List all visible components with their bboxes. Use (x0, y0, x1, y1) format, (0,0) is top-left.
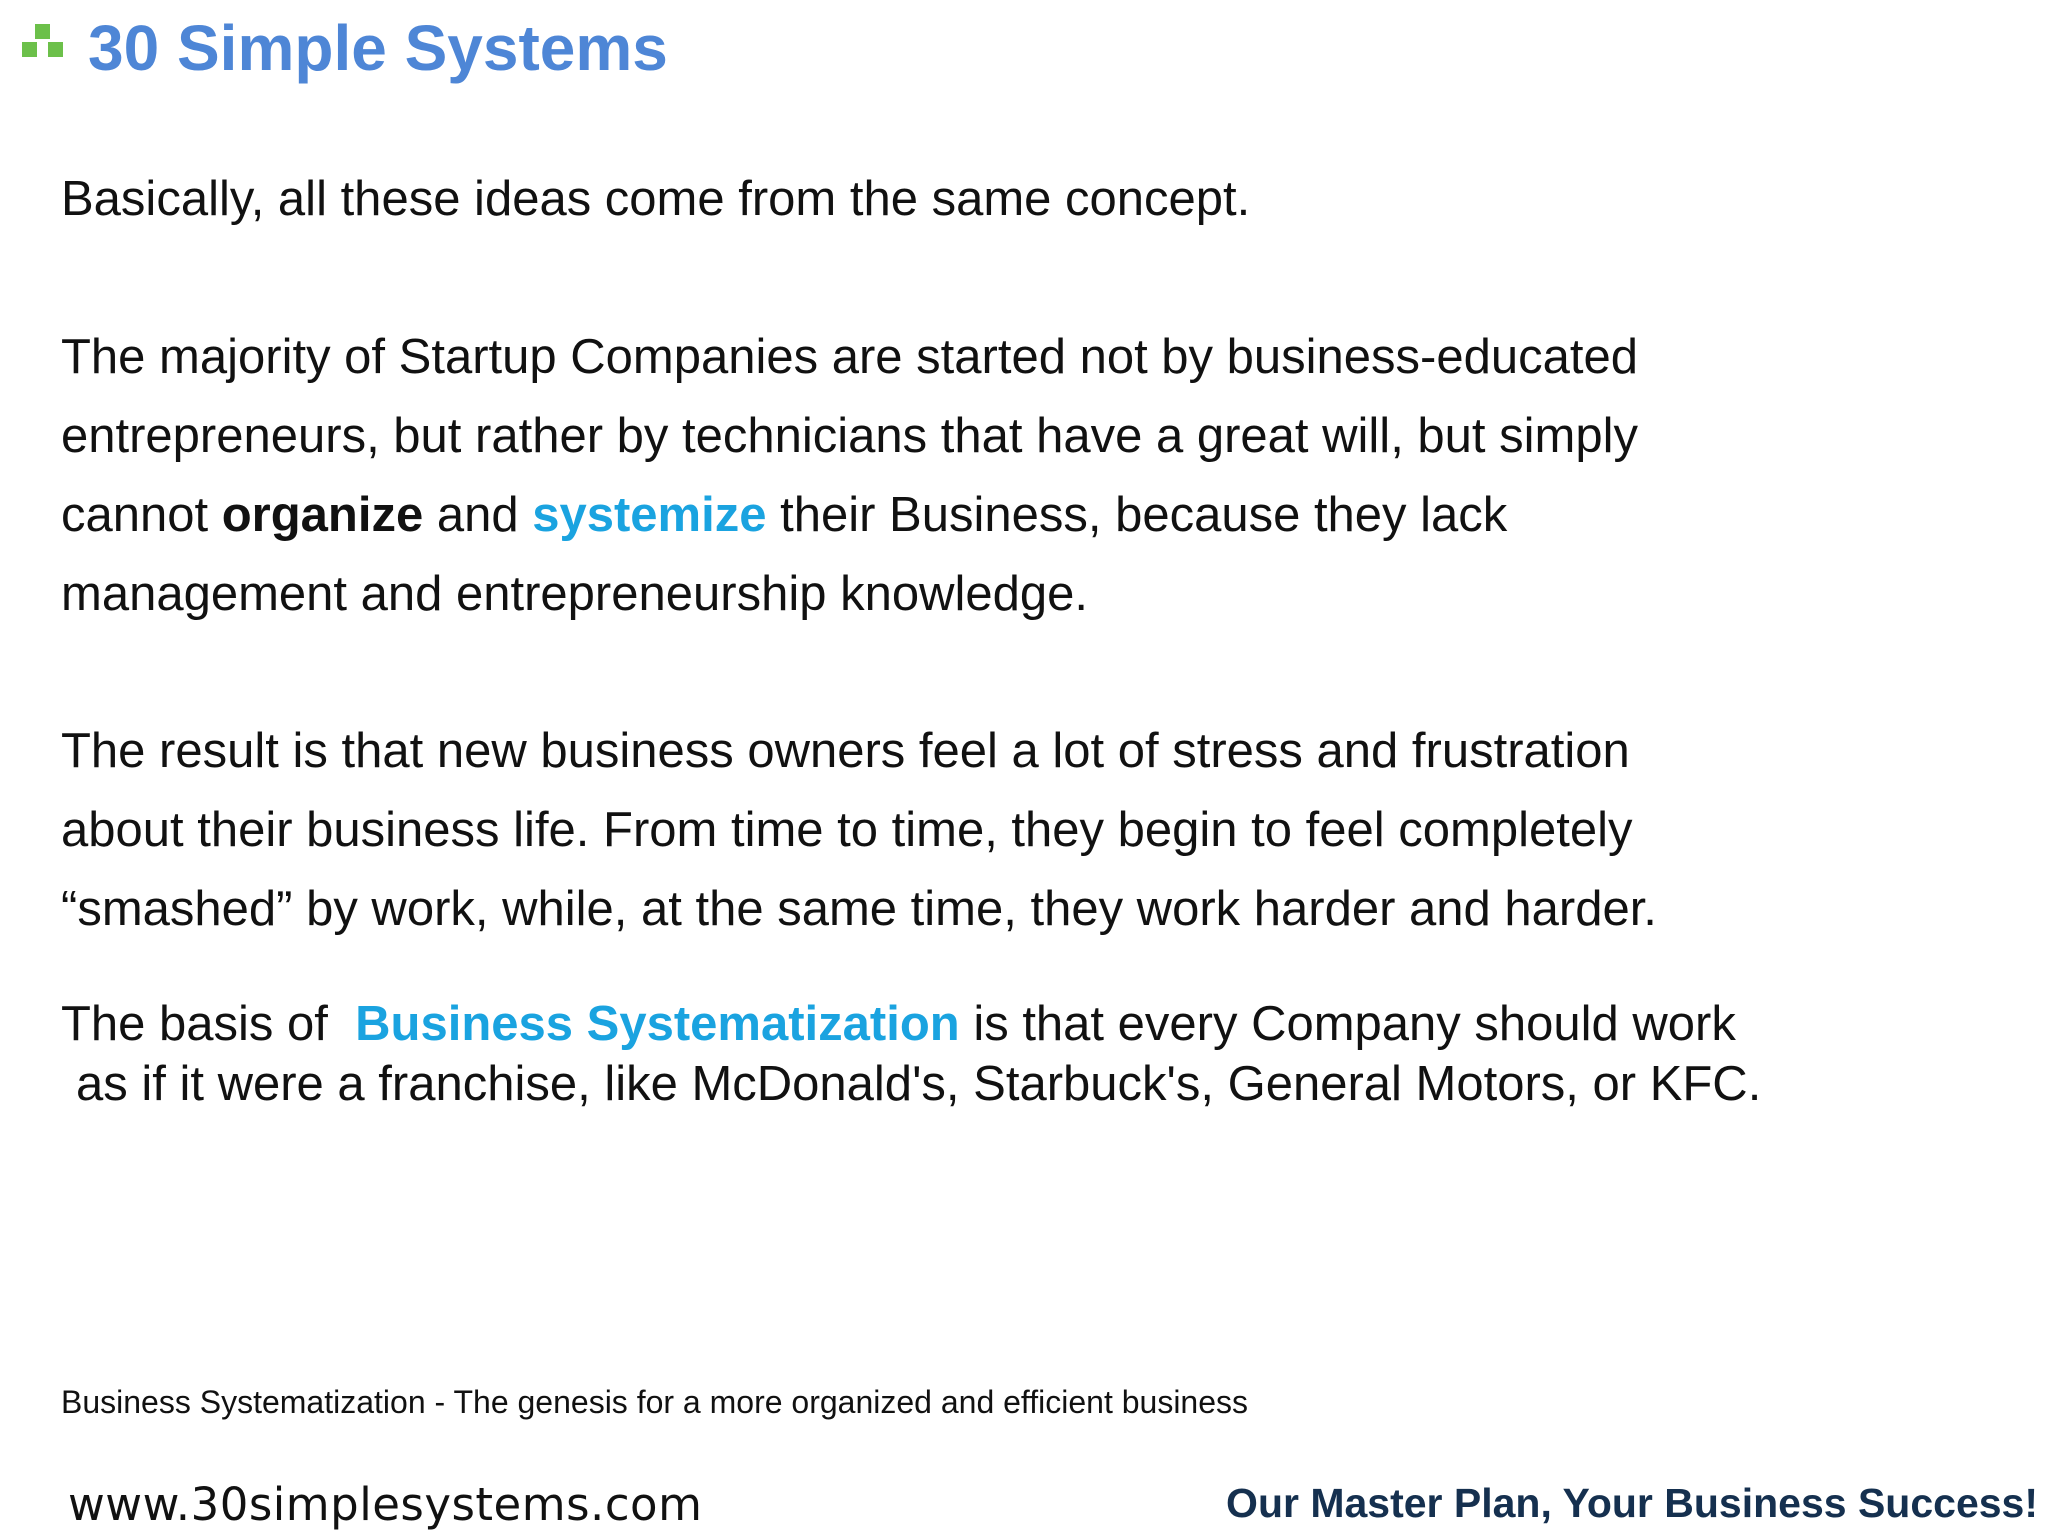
basis-line-1a: The basis of (61, 997, 356, 1051)
logo-square-top (35, 24, 50, 39)
brand-logo-icon (22, 24, 64, 64)
startup-line-3c: their Business, because they lack (766, 488, 1508, 542)
intro-text: Basically, all these ideas come from the same concept. (61, 172, 1251, 226)
startup-paragraph (61, 318, 1638, 634)
page-title: 30 Simple Systems (88, 12, 668, 84)
result-line-1: The result is that new business owners feel a lot of stress and frustration (61, 724, 1630, 778)
startup-line-2: entrepreneurs, but rather by technicians that have a great will, but simply (61, 409, 1638, 463)
footer-tagline: Our Master Plan, Your Business Success! (1226, 1480, 2038, 1526)
startup-line-3b: and (423, 488, 533, 542)
website-link[interactable]: www.30simplesystems.com (68, 1478, 703, 1531)
logo-square-left (22, 42, 37, 57)
organize-emphasis: organize (221, 488, 424, 542)
startup-line-4: management and entrepreneurship knowledge. (61, 567, 1088, 621)
systemize-highlight: systemize (532, 488, 767, 542)
result-line-2: about their business life. From time to time, they begin to feel completely (61, 803, 1633, 857)
basis-line-1b: is that every Company should work (959, 997, 1736, 1051)
footer-caption: Business Systematization - The genesis for a more organized and efficient business (61, 1384, 1249, 1420)
startup-line-1: The majority of Startup Companies are started not by business-educated (61, 330, 1638, 384)
result-paragraph (61, 712, 1657, 949)
basis-line-2: as if it were a franchise, like McDonald's, Starbuck's, General Motors, or KFC. (76, 1057, 1762, 1111)
business-systematization-highlight: Business Systematization (355, 997, 960, 1051)
basis-paragraph (61, 994, 1761, 1114)
logo-square-right (48, 42, 63, 57)
result-line-3: “smashed” by work, while, at the same time, they work harder and harder. (61, 882, 1657, 936)
startup-line-3a: cannot (61, 488, 222, 542)
intro-paragraph (61, 160, 1250, 239)
